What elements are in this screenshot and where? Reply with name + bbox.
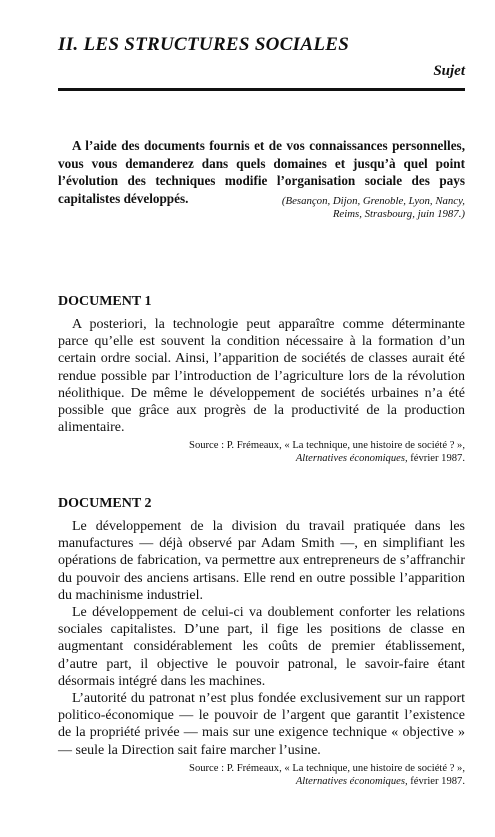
- page-title: II. LES STRUCTURES SOCIALES: [58, 34, 350, 55]
- document-body: [58, 316, 465, 436]
- source-publication: Alternatives économiques,: [295, 453, 408, 465]
- document-paragraph: A posteriori, la technologie peut apparaître comme déterminante parce qu’elle est souvent la condition nécessaire à la formation d’un certain ordre social. Ainsi, l’apparition de sociétés de classes aurait été rendue possible par l’introduction de l’agriculture lors de la révolution néolithique. De même le développement de sociétés urbaines n’a été possible que grâce aux progrès de la productivité de la production alimentaire.: [58, 317, 465, 436]
- document-title: DOCUMENT 1: [58, 294, 152, 309]
- source-date: février 1987.: [407, 775, 465, 787]
- source-line: Source : P. Frémeaux, « La technique, une histoire de société ? »,: [189, 440, 465, 452]
- subject-source: [165, 195, 465, 221]
- source-line: Source : P. Frémeaux, « La technique, une histoire de société ? »,: [189, 762, 465, 774]
- section-tag: Sujet: [433, 63, 465, 79]
- source-date: février 1987.: [407, 453, 465, 465]
- document-source: [58, 439, 465, 465]
- source-publication: Alternatives économiques,: [295, 775, 408, 787]
- document-body: [58, 518, 465, 759]
- document-source: [58, 762, 465, 788]
- header-divider: [58, 88, 465, 91]
- document-paragraph: Le développement de celui-ci va doublement conforter les relations sociales capitalistes. D’une part, il fige les positions de classe en augmentant considérablement les coûts de premier établissement, d’autre part, il objective le pouvoir patronal, le savoir-faire étant désormais intégré dans les machines.: [58, 605, 465, 689]
- document-title: DOCUMENT 2: [58, 496, 152, 511]
- document-paragraph: Le développement de la division du travail pratiquée dans les manufactures — déjà observé par Adam Smith —, en simplifiant les opérations de fabrication, va permettre aux entrepreneurs de s’affranchir du pouvoir des anciens artisans. Elle rend en outre possible l’apparition du machinisme industriel.: [58, 519, 465, 603]
- document-2: [58, 496, 465, 788]
- document-1: [58, 294, 465, 465]
- subject-question: A l’aide des documents fournis et de vos connaissances personnelles, vous vous demanderez dans quels domaines et jusqu’à quel point l’évolution des techniques modifie l’organisation sociale des pays capitalistes développés.: [58, 138, 465, 206]
- subject-source-line: (Besançon, Dijon, Grenoble, Lyon, Nancy,: [281, 195, 465, 207]
- document-paragraph: L’autorité du patronat n’est plus fondée exclusivement sur un rapport politico-économique — le pouvoir de l’argent que garantit l’existence de la propriété privée — mais sur une exigence technique « objective » — seule la Direction sait faire marcher l’usine.: [58, 691, 465, 758]
- subject-source-line: Reims, Strasbourg, juin 1987.): [332, 208, 465, 220]
